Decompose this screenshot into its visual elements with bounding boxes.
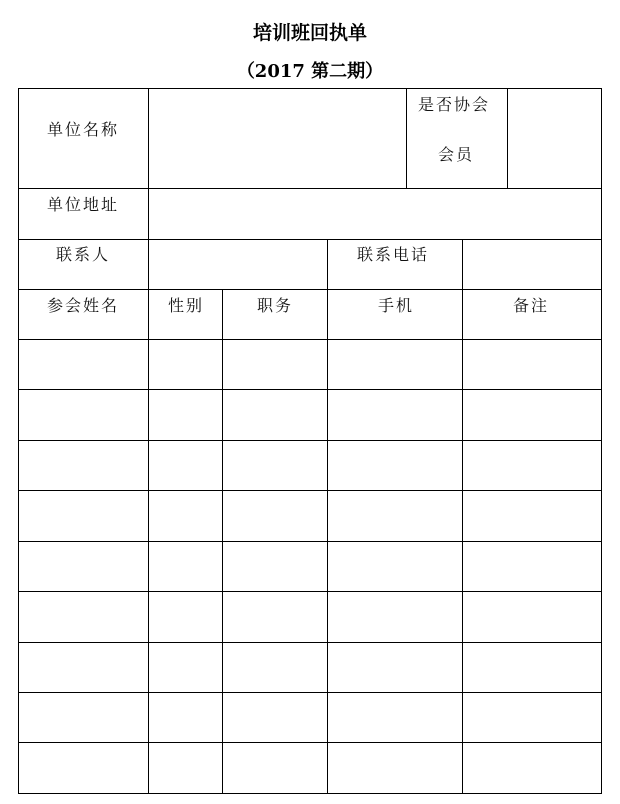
position-header: 职务 (257, 296, 294, 315)
form-title: 培训班回执单 (252, 22, 367, 44)
row-divider (18, 440, 602, 441)
participant-name-header: 参会姓名 (47, 296, 120, 315)
unit-address-label: 单位地址 (47, 195, 120, 214)
form-subtitle: （2017 第二期） (236, 61, 384, 82)
unit-name-input[interactable] (149, 89, 406, 188)
col-divider (406, 88, 407, 189)
member-question-label: 是否协会 (418, 95, 491, 114)
row-divider (18, 541, 602, 542)
row-divider (18, 490, 602, 491)
row-divider (18, 591, 602, 592)
col-divider (327, 239, 328, 794)
member-question-label-line2: 会员 (438, 145, 475, 164)
member-answer-input[interactable] (508, 89, 601, 188)
row-divider (18, 742, 602, 743)
gender-header: 性别 (168, 296, 205, 315)
col-divider (462, 239, 463, 794)
row-divider (18, 642, 602, 643)
row-divider (18, 692, 602, 693)
table-border-left (18, 88, 19, 794)
row-divider (18, 289, 602, 290)
remarks-header: 备注 (513, 296, 550, 315)
table-border-right (601, 88, 602, 794)
mobile-header: 手机 (378, 296, 415, 315)
table-border-bottom (18, 793, 602, 794)
col-divider (222, 289, 223, 794)
unit-address-input[interactable] (149, 189, 601, 239)
unit-name-label: 单位名称 (47, 120, 120, 139)
contact-phone-input[interactable] (463, 240, 601, 289)
contact-label: 联系人 (56, 245, 111, 264)
row-divider (18, 339, 602, 340)
contact-phone-label: 联系电话 (357, 245, 430, 264)
contact-input[interactable] (149, 240, 327, 289)
row-divider (18, 389, 602, 390)
